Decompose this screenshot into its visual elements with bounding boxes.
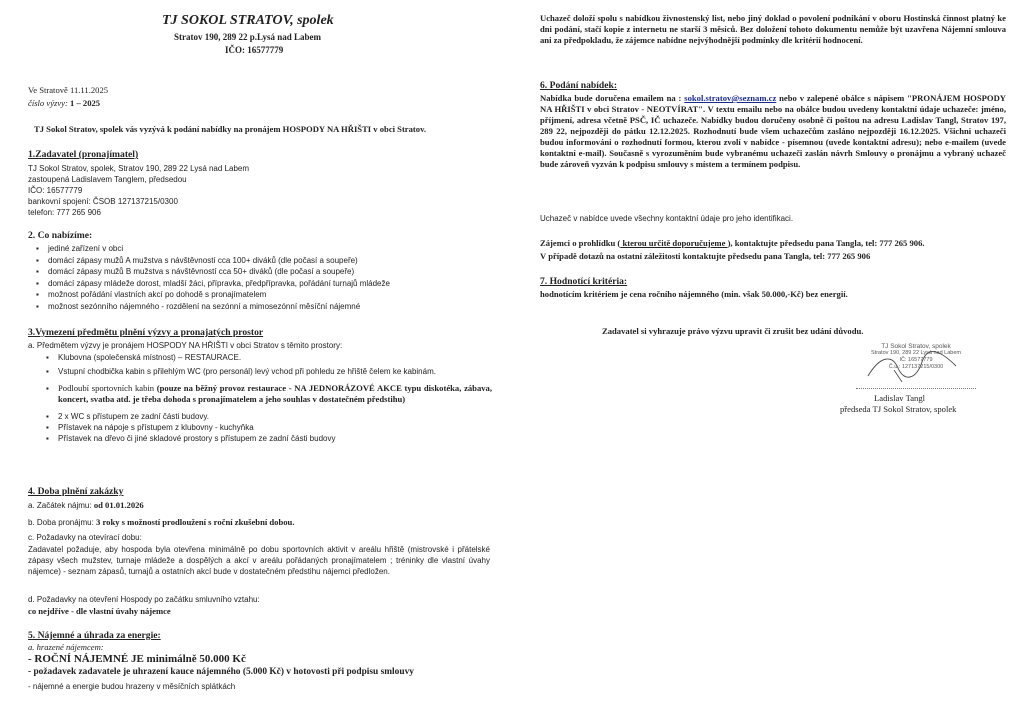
stamp-line: TJ Sokol Stratov, spolek bbox=[881, 343, 951, 350]
lease-term bbox=[28, 517, 294, 528]
stamp-line: Č.ú.: 127137215/0300 bbox=[888, 364, 944, 370]
list-item: ▪ domácí zápasy mládeže dorost, mladší žáci, přípravka, předpřípravka, pořádání turnajů mládeže bbox=[34, 278, 390, 290]
list-item: ▪ Přístavek na nápoje s přístupem z klubovny - kuchyňka bbox=[44, 422, 492, 433]
license-paragraph: Uchazeč doloží spolu s nabídkou živnostenský list, nebo jiný doklad o povolení podnikání v oboru Hostinská činnost platný ke dni podání, stačí kopie z internetu ne starší 3 měsíců. Bez doložení tohoto dokumentu nemůže být uzavřena Nájemní smlouva ani za předpokladu, že zájemce nabídne nejvýhodnější podmínky dle kritérií hodnocení. bbox=[540, 13, 1006, 45]
section-4-heading: 4. Doba plnění zakázky bbox=[28, 486, 124, 497]
list-item: ▪ možnost pořádání vlastních akcí po dohodě s pronajímatelem bbox=[34, 289, 390, 301]
contractor-line: IČO: 16577779 bbox=[28, 186, 83, 195]
section-1-body bbox=[28, 163, 249, 218]
submission-text: Nabídka bude doručena emailem na : bbox=[540, 93, 685, 103]
submission-paragraph bbox=[540, 93, 1006, 170]
right-page bbox=[538, 0, 1008, 725]
identification-note: Uchazeč v nabídce uvede všechny kontaktní údaje pro jeho identifikaci. bbox=[540, 214, 794, 223]
date-line: Ve Stratově 11.11.2025 bbox=[28, 85, 109, 95]
annual-rent: - ROČNÍ NÁJEMNÉ JE minimálně 50.000 Kč bbox=[28, 653, 246, 665]
section-6-heading: 6. Podání nabídek: bbox=[540, 80, 618, 91]
signature-icon bbox=[858, 346, 968, 386]
signer-role: předseda TJ Sokol Stratov, spolek bbox=[840, 404, 957, 414]
signer-name: Ladislav Tangl bbox=[874, 393, 926, 403]
contractor-line: TJ Sokol Stratov, spolek, Stratov 190, 289 22 Lysá nad Labem bbox=[28, 164, 250, 173]
intro-text: TJ Sokol Stratov, spolek vás vyzývá k podání nabídky na pronájem HOSPODY NA HŘIŠTI v obci Stratov. bbox=[34, 124, 427, 134]
questions-contact: V případě dotazů na ostatní záležitosti kontaktujte předsedu pana Tangla, tel: 777 265 906 bbox=[540, 251, 871, 261]
opening-start-value: co nejdříve - dle vlastní úvahy nájemce bbox=[28, 606, 171, 616]
stamp-line: IČ: 16577779 bbox=[899, 357, 933, 363]
list-item: ▪ Vstupní chodbička kabin s přilehlým WC (pro personál) levý vchod při pohledu ze hřiště čelem ke kabinám. bbox=[44, 366, 492, 377]
deposit-requirement: - požadavek zadavatele je uhrazení kauce nájemného (5.000 Kč) v hotovosti při podpisu smlouvy bbox=[28, 667, 414, 677]
viewing-contact bbox=[540, 238, 925, 249]
contractor-line: zastoupená Ladislavem Tanglem, předsedou bbox=[28, 175, 187, 184]
section-5-sub: a. hrazené nájemcem: bbox=[28, 642, 104, 652]
list-item: ▪ jediné zařízení v obci bbox=[34, 243, 390, 255]
list-item: ▪ domácí zápasy mužů A mužstva s návštěvností cca 100+ diváků (dle počasí a soupeře) bbox=[34, 255, 390, 267]
viewing-text: Zájemci o prohlídku ( bbox=[540, 238, 621, 248]
criteria-text: hodnotícím kritériem je cena ročního nájemného (min. však 50.000,-Kč) bez energií. bbox=[540, 289, 848, 299]
call-number-label: číslo výzvy: bbox=[28, 98, 68, 108]
org-title: TJ SOKOL STRATOV, spolek bbox=[162, 13, 334, 28]
offer-list bbox=[34, 243, 390, 313]
list-item: ▪ možnost sezónního nájemného - rozdělení na sezónní a mimosezónní měsíční nájemné bbox=[34, 301, 390, 313]
lease-start-value: od 01.01.2026 bbox=[93, 500, 144, 510]
lease-start bbox=[28, 500, 144, 511]
section-3-heading: 3.Vymezení předmětu plnění výzvy a pronajatých prostor bbox=[28, 327, 264, 338]
premises-item-text: Podloubí sportovních kabin bbox=[58, 383, 157, 393]
viewing-text: ), kontaktujte předsedu pana Tangla, tel: 777 265 906. bbox=[727, 238, 925, 248]
section-1-heading: 1.Zadavatel (pronajímatel) bbox=[28, 149, 139, 160]
payment-terms: - nájemné a energie budou hrazeny v měsíčních splátkách bbox=[28, 682, 236, 691]
contractor-line: telefon: 777 265 906 bbox=[28, 208, 101, 217]
viewing-recommend: kterou určitě doporučujeme bbox=[620, 238, 728, 248]
call-number bbox=[28, 98, 100, 109]
section-5-heading: 5. Nájemné a úhrada za energie: bbox=[28, 630, 161, 641]
call-number-value: 1 – 2025 bbox=[70, 98, 101, 108]
lease-start-label: a. Začátek nájmu: bbox=[28, 501, 94, 510]
opening-hours-text: Zadavatel požaduje, aby hospoda byla otevřena minimálně po dobu sportovních aktivit v areálu hřiště (mistrovské i přátelské zápasy všech mužstev, turnaje mládeže a dospělých a akcí v areálu pořádaných pronajímatelem ; tréninky dle vlastní úvahy nájemce) - seznam zápasů, turnajů a ostatních akcí bude v dostatečném předstihu nájemci předložen. bbox=[28, 545, 490, 576]
list-item: ▪ Přístavek na dřevo či jiné skladové prostory s přístupem ze zadní části budovy bbox=[44, 433, 492, 444]
opening-hours-label: c. Požadavky na otevírací dobu: bbox=[28, 533, 142, 542]
opening-start-label: d. Požadavky na otevření Hospody po začátku smluvního vztahu: bbox=[28, 595, 260, 604]
lease-term-label: b. Doba pronájmu: bbox=[28, 518, 97, 527]
premises-list bbox=[44, 352, 492, 444]
contractor-line: bankovní spojení: ČSOB 127137215/0300 bbox=[28, 197, 178, 206]
list-item: ▪ 2 x WC s přístupem ze zadní části budovy. bbox=[44, 411, 492, 422]
lease-term-value: 3 roky s možností prodloužení s roční zkušební dobou. bbox=[96, 517, 295, 527]
list-item bbox=[44, 383, 492, 405]
left-page bbox=[22, 0, 500, 725]
reservation-note: Zadavatel si vyhrazuje právo výzvu upravit či zrušit bez udání důvodu. bbox=[602, 326, 864, 336]
section-3-intro: a. Předmětem výzvy je pronájem HOSPODY NA HŘIŠTI v obci Stratov s těmito prostory: bbox=[28, 341, 343, 350]
section-7-heading: 7. Hodnotící kritéria: bbox=[540, 276, 628, 287]
list-item: ▪ domácí zápasy mužů B mužstva s návštěvností cca 50+ diváků (dle počasí a soupeře) bbox=[34, 266, 390, 278]
submission-text: nebo v zalepené obálce s nápisem "PRONÁJEM HOSPODY NA HŘIŠTI v obci Stratov - NEOTVÍRAT". V textu emailu nebo na obálce budou uvedeny kontaktní údaje uchazeče: jméno, příjmení, adresa včetně PSČ, IČ uchazeče. Nabídky budou doručeny osobně či poštou na adresu Ladislav Tangl, Stratov 197, 289 22, nejpozději do pátku 12.12.2025. Rozhodnutí bude všem uchazečům zasláno nejpozději 16.12.2025. Všichni uchazeči budou informováni o rozhodnutí formou, kterou zvolí v nabídce - písemnou (uvede kontaktní adresu); nebo e-mailem (uvede kontaktní e-mail). Současně s vyrozuměním bude vybranému uchazeči zaslán návrh Smlouvy o pronájmu a vybraný uchazeč bude zároveň vyzván k podpisu smlouvy s místem a termínem podpisu. bbox=[540, 93, 1006, 169]
list-item: ▪ Klubovna (společenská místnost) – RESTAURACE. bbox=[44, 352, 492, 363]
org-address: Stratov 190, 289 22 p.Lysá nad Labem bbox=[174, 32, 322, 42]
premises-item-note: (pouze na běžný provoz restaurace - NA JEDNORÁZOVÉ AKCE typu diskotéka, zábava, koncert, svatba atd. je třeba dohoda s pronajímatelem a jeho souhlas v dostatečném předstihu) bbox=[58, 383, 492, 404]
stamp-line: Stratov 190, 289 22 Lysá nad Labem bbox=[871, 350, 961, 356]
email-link[interactable]: sokol.stratov@seznam.cz bbox=[684, 93, 777, 103]
signature-line bbox=[856, 388, 976, 389]
section-2-heading: 2. Co nabízíme: bbox=[28, 230, 93, 241]
org-ico: IČO: 16577779 bbox=[225, 45, 284, 55]
